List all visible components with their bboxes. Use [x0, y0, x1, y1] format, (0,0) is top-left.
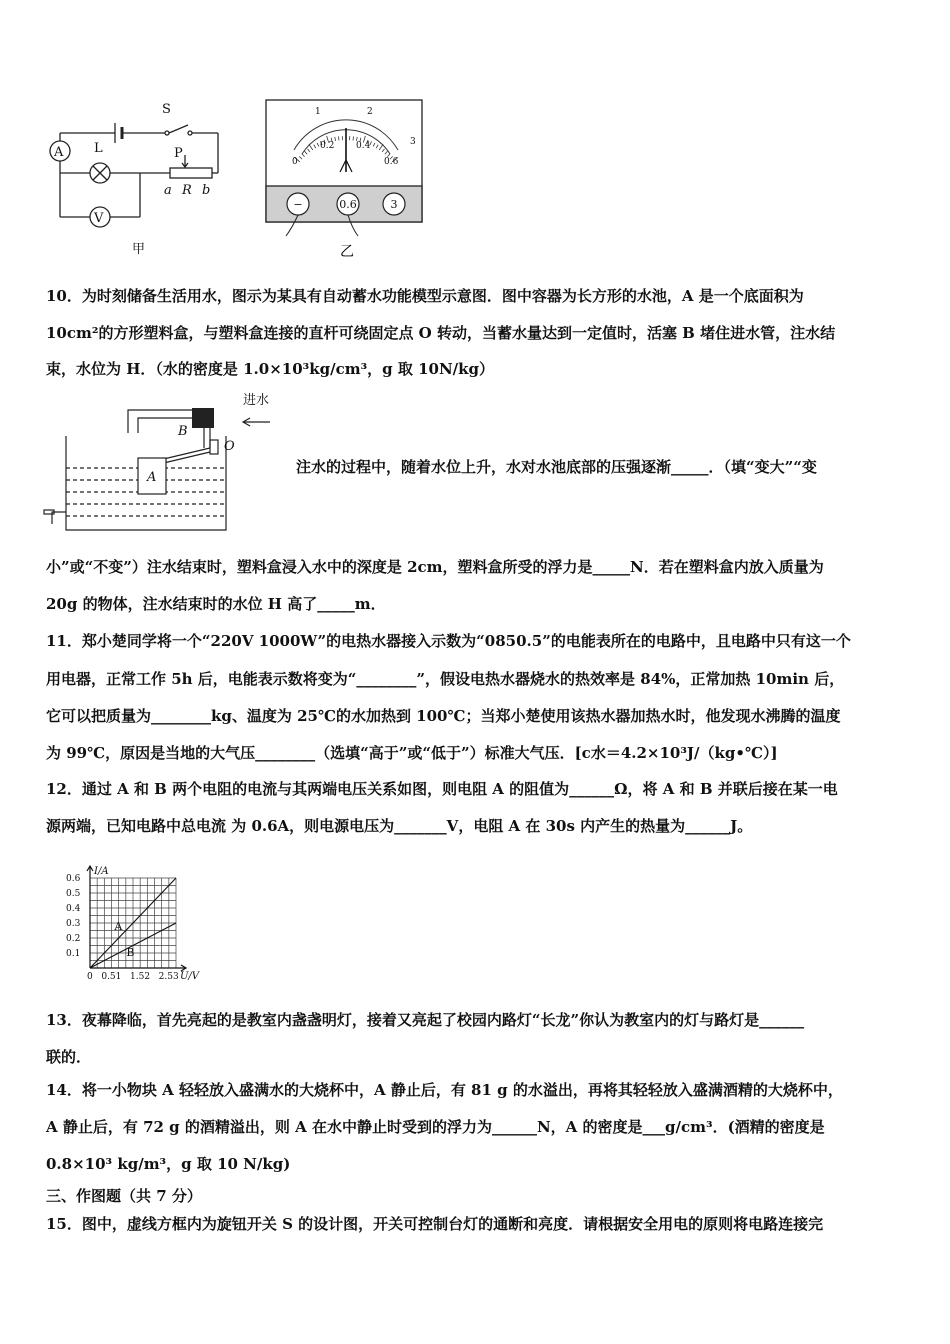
circuit-label-P: P [174, 146, 183, 161]
q10-side-text: 注水的过程中，随着水位上升，水对水池底部的压强逐渐_____．（填“变大”“变 [296, 458, 817, 476]
q10-line-2: 10cm²的方形塑料盒，与塑料盒连接的直杆可绕固定点 O 转动，当蓄水量达到一定值时，活塞 B 堵住进水管，注水结 [46, 324, 836, 342]
q14-line-3: 0.8×10³ kg/m³，g 取 10 N/kg) [46, 1155, 291, 1173]
series-label-B: B [126, 946, 135, 959]
dial-top-tick-3: 3 [410, 137, 416, 147]
circuit-caption: 甲 [132, 242, 146, 257]
section-3-heading: 三、作图题（共 7 分） [46, 1187, 202, 1205]
y-tick-label: 0.3 [66, 919, 81, 929]
inlet-label: 进水 [243, 393, 270, 408]
x-tick-label: 0 [87, 972, 93, 982]
dial-top-tick-2: 2 [367, 107, 373, 117]
q12-line-2: 源两端，已知电路中总电流 为 0.6A，则电源电压为_______V，电阻 A 在 30s 内产生的热量为______J。 [46, 817, 753, 835]
y-tick-label: 0.4 [66, 904, 81, 914]
dial-bottom-tick-0-2: 0.2 [320, 141, 335, 151]
q10-line-3: 束，水位为 H．（水的密度是 1.0×10³kg/cm³，g 取 10N/kg） [46, 360, 495, 378]
x-tick-label: 3 [173, 972, 179, 982]
terminal-label-negative: − [293, 198, 303, 211]
terminal-label-0-6: 0.6 [339, 198, 357, 211]
tank-label-B: B [178, 424, 188, 439]
x-tick-label: 0.5 [101, 972, 116, 982]
q13-line-2: 联的． [46, 1048, 92, 1066]
q14-line-1: 14．将一小物块 A 轻轻放入盛满水的大烧杯中，A 静止后，有 81 g 的水溢出，再将其轻轻放入盛满酒精的大烧杯中， [46, 1081, 843, 1099]
y-axis-label: I/A [94, 866, 109, 877]
circuit-diagram [40, 95, 240, 260]
x-tick-label: 1 [115, 972, 122, 982]
q14-line-2: A 静止后，有 72 g 的酒精溢出，则 A 在水中静止时受到的浮力为______N，A 的密度是___g/cm³．(酒精的密度是 [46, 1118, 825, 1136]
water-tank-diagram [38, 388, 283, 538]
dial-bottom-tick-0: 0 [292, 157, 298, 167]
dial-bottom-tick-0-4: 0.4 [356, 141, 371, 151]
circuit-label-V: V [94, 211, 104, 226]
q13-line-1: 13．夜幕降临，首先亮起的是教室内盏盏明灯，接着又亮起了校园内路灯“长龙”你认为教室内的灯与路灯是______ [46, 1011, 805, 1029]
q15-line-1: 15．图中，虚线方框内为旋钮开关 S 的设计图，开关可控制台灯的通断和亮度．请根据安全用电的原则将电路连接完 [46, 1215, 824, 1233]
q10-line-4: 小”或“不变”）注水结束时，塑料盒浸入水中的深度是 2cm，塑料盒所受的浮力是_____N．若在塑料盒内放入质量为 [46, 558, 824, 576]
series-label-A: A [114, 920, 123, 933]
x-tick-label: 1.5 [130, 972, 145, 982]
q11-line-2: 用电器，正常工作 5h 后，电能表示数将变为“________”，假设电热水器烧水的热效率是 84%，正常加热 10min 后， [46, 670, 845, 688]
y-tick-label: 0.2 [66, 934, 81, 944]
dial-top-tick-1: 1 [315, 107, 321, 117]
q11-line-4: 为 99℃，原因是当地的大气压________（选填“高于”或“低于”）标准大气压．[c水＝4.2×10³J/（kg•℃）] [46, 744, 778, 762]
y-tick-label: 0.1 [66, 949, 81, 959]
ammeter-caption: 乙 [340, 244, 354, 260]
q12-line-1: 12．通过 A 和 B 两个电阻的电流与其两端电压关系如图，则电阻 A 的阻值为______Ω，将 A 和 B 并联后接在某一电 [46, 780, 838, 798]
circuit-label-S: S [162, 102, 171, 117]
circuit-label-L: L [94, 141, 103, 156]
circuit-label-b: b [202, 183, 211, 198]
x-tick-label: 2 [144, 972, 151, 982]
x-axis-label: U/V [180, 971, 200, 982]
terminal-label-3: 3 [390, 198, 398, 211]
iu-graph [52, 856, 212, 991]
y-tick-label: 0.6 [66, 874, 81, 884]
q10-line-1: 10．为时刻储备生活用水，图示为某具有自动蓄水功能模型示意图．图中容器为长方形的水池，A 是一个底面积为 [46, 287, 804, 305]
circuit-label-A: A [54, 145, 64, 160]
q11-line-1: 11．郑小楚同学将一个“220V 1000W”的电热水器接入示数为“0850.5”的电能表所在的电路中，且电路中只有这一个 [46, 632, 851, 650]
q10-line-5: 20g 的物体，注水结束时的水位 H 高了_____m． [46, 595, 386, 613]
x-tick-label: 2.5 [158, 972, 173, 982]
dial-bottom-tick-0-6: 0.6 [384, 157, 399, 167]
circuit-label-R: R [182, 183, 192, 198]
q11-line-3: 它可以把质量为________kg、温度为 25℃的水加热到 100℃；当郑小楚使用该热水器加热水时，他发现水沸腾的温度 [46, 707, 841, 725]
y-tick-label: 0.5 [66, 889, 81, 899]
ammeter-dial-figure [262, 98, 432, 263]
tank-label-A: A [147, 470, 157, 485]
circuit-label-a: a [164, 183, 172, 198]
tank-label-O: O [224, 439, 235, 454]
